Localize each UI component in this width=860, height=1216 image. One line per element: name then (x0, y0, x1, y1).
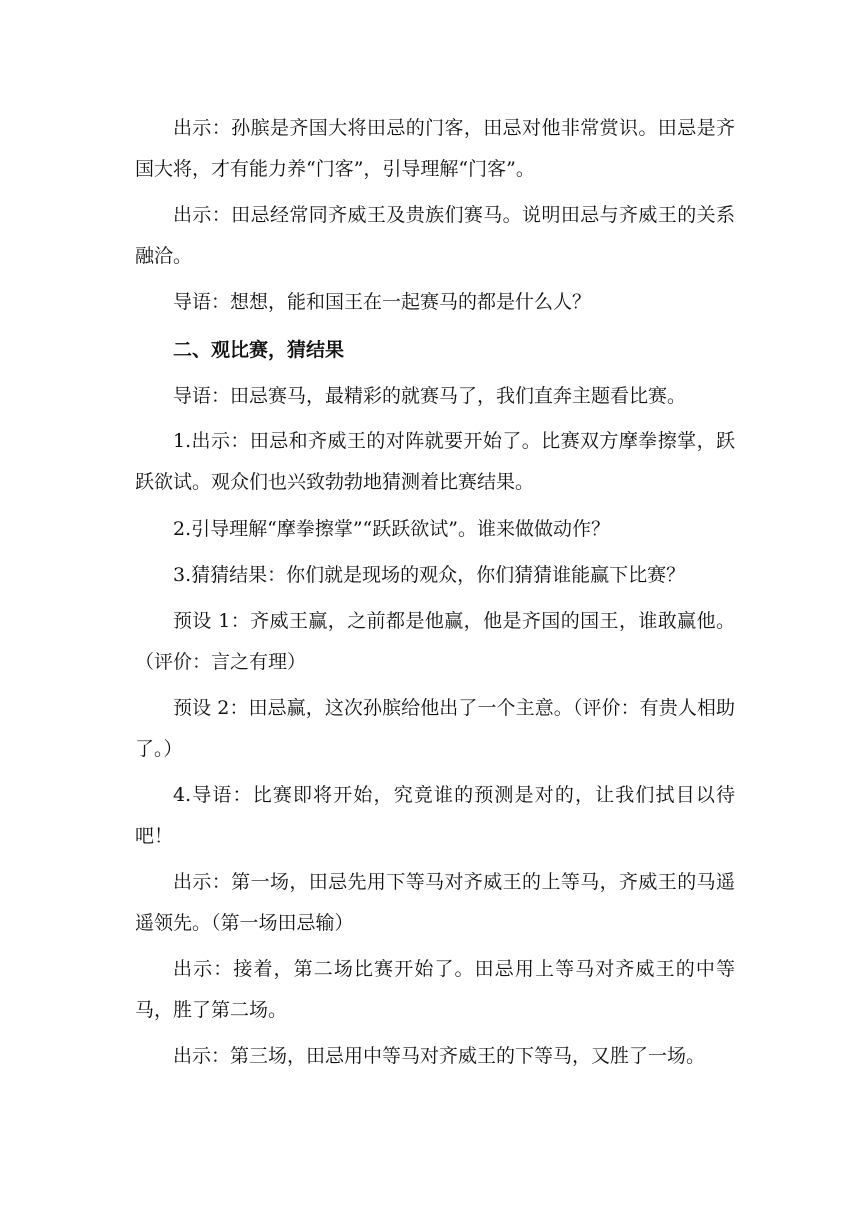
paragraph-guide-question: 导语：想想，能和国王在一起赛马的都是什么人？ (173, 291, 592, 313)
paragraph-step-1: 1.出示：田忌和齐威王的对阵就要开始了。比赛双方摩拳擦掌，跃跃欲试。观众们也兴致勃勃地猜测着比赛结果。 (135, 430, 735, 493)
document-body (135, 108, 735, 1077)
paragraph-race-1: 出示：第一场，田忌先用下等马对齐威王的上等马，齐威王的马遥遥领先。（第一场田忌输） (135, 871, 735, 934)
paragraph-preset-1: 预设 1：齐威王赢，之前都是他赢，他是齐国的国王，谁敢赢他。（评价：言之有理） (135, 610, 735, 673)
paragraph-guide-watch: 导语：田忌赛马，最精彩的就赛马了，我们直奔主题看比赛。 (173, 385, 687, 407)
paragraph-step-2: 2.引导理解“摩拳擦掌”“跃跃欲试”。谁来做做动作？ (173, 518, 610, 540)
paragraph-sun-bin-intro: 出示：孙膑是齐国大将田忌的门客，田忌对他非常赏识。田忌是齐国大将，才有能力养“门客”，引导理解“门客”。 (135, 117, 735, 180)
section-heading: 二、观比赛，猜结果 (173, 339, 345, 361)
paragraph-race-3: 出示：第三场，田忌用中等马对齐威王的下等马，又胜了一场。 (173, 1045, 706, 1067)
paragraph-race-2: 出示：接着，第二场比赛开始了。田忌用上等马对齐威王的中等马，胜了第二场。 (135, 958, 735, 1021)
paragraph-step-4: 4.导语：比赛即将开始，究竟谁的预测是对的，让我们拭目以待吧！ (135, 784, 735, 847)
paragraph-step-3: 3.猜猜结果：你们就是现场的观众，你们猜猜谁能赢下比赛？ (173, 564, 686, 586)
paragraph-horse-racing: 出示：田忌经常同齐威王及贵族们赛马。说明田忌与齐威王的关系融洽。 (135, 204, 735, 267)
paragraph-preset-2: 预设 2：田忌赢，这次孙膑给他出了一个主意。（评价：有贵人相助了。） (135, 697, 735, 760)
